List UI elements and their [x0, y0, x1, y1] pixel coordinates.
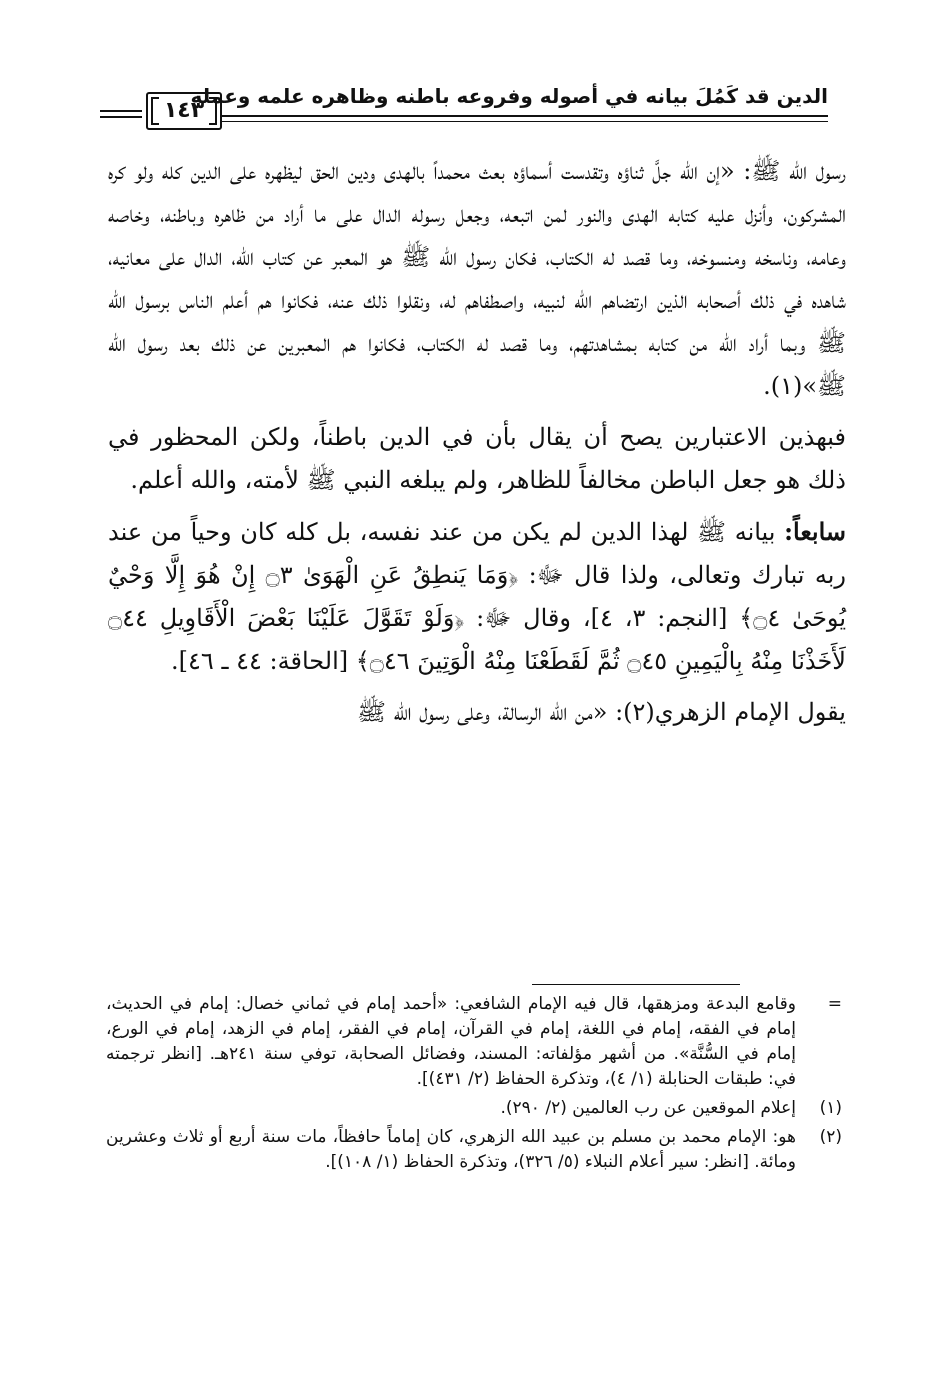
footnote-mark: = [827, 994, 842, 1014]
footnotes [106, 992, 844, 1179]
paragraph: رسول الله ﷺ: «إن الله جلَّ ثناؤه وتقدست أسماؤه بعث محمداً بالهدى ودين الحق ليظهره على الدين كله ولو كره المشركون، وأنزل عليه كتابه الهدى والنور لمن اتبعه، وجعل رسوله الدال على ما أراد من ظاهره وباطنه، وخاصه وعامه، وناسخه ومنسوخه، وما قصد له الكتاب، فكان رسول الله ﷺ هو المعبر عن كتاب الله، الدال على معانيه، شاهده في ذلك أصحابه الذين ارتضاهم الله لنبيه، واصطفاهم له، ونقلوا ذلك عنه، فكانوا هم أعلم الناس برسول الله ﷺ وبما أراد الله من كتابه بمشاهدتهم، وما قصد له الكتاب، فكانوا هم المعبرين عن ذلك بعد رسول الله ﷺ»(١). [108, 157, 846, 400]
footnote-mark: (٢) [819, 1127, 842, 1147]
footnote [106, 992, 844, 1092]
footnote-mark: (١) [819, 1098, 842, 1118]
page-header [100, 70, 828, 130]
footnote-text: إعلام الموقعين عن رب العالمين (٢/ ٢٩٠). [500, 1098, 796, 1118]
paragraph: يقول الإمام الزهري(٢): «من الله الرسالة، وعلى رسول الله ﷺ [357, 698, 846, 726]
footnote-separator [532, 984, 740, 985]
section-lead: سابعاً: [784, 517, 846, 546]
footnote-text: وقامع البدعة ومزهقها، قال فيه الإمام الشافعي: «أحمد إمام في ثماني خصال: إمام في الحديث، إمام في الفقه، إمام في اللغة، إمام في القرآن، إمام في الفقر، إمام في الزهد، إمام في الورع، إمام في السُّنَّة». من أشهر مؤلفاته: المسند، وفضائل الصحابة، توفي سنة ٢٤١هـ. [انظر ترجمته في: طبقات الحنابلة (١/ ٤)، وتذكرة الحفاظ (٢/ ٤٣١)]. [106, 994, 796, 1089]
footnote [106, 1096, 844, 1121]
paragraph-text: بيانه ﷺ لهذا الدين لم يكن من عند نفسه، بل كله كان وحياً من عند ربه تبارك وتعالى، ولذا قال ﷻ: ﴿وَمَا يَنطِقُ عَنِ الْهَوَىٰ ۝٣ إِنْ هُوَ إِلَّا وَحْيٌ يُوحَىٰ ۝٤﴾ [النجم: ٣، ٤]، وقال ﷻ: ﴿وَلَوْ تَقَوَّلَ عَلَيْنَا بَعْضَ الْأَقَاوِيلِ ۝٤٤ لَأَخَذْنَا مِنْهُ بِالْيَمِينِ ۝٤٥ ثُمَّ لَقَطَعْنَا مِنْهُ الْوَتِينَ ۝٤٦﴾ [الحاقة: ٤٤ ـ ٤٦]. [108, 518, 846, 675]
paragraph [108, 510, 846, 683]
main-text [108, 150, 846, 734]
running-title: الدين قد كَمُلَ بيانه في أصوله وفروعه باطنه وظاهره علمه وعمله [190, 84, 828, 108]
footnote-text: هو: الإمام محمد بن مسلم بن عبيد الله الزهري، كان إماماً حافظاً، مات سنة أربع أو ثلاث وعشرين ومائة. [انظر: سير أعلام النبلاء (٥/ ٣٢٦)، وتذكرة الحفاظ (١/ ١٠٨)]. [106, 1127, 796, 1172]
paragraph: فبهذين الاعتبارين يصح أن يقال بأن في الدين باطناً، ولكن المحظور في ذلك هو جعل الباطن مخالفاً للظاهر، ولم يبلغه النبي ﷺ لأمته، والله أعلم. [108, 423, 846, 494]
page-number: ١٤٣ [146, 92, 222, 130]
footnote [106, 1125, 844, 1175]
header-rule [100, 110, 142, 112]
header-rule [222, 115, 828, 117]
header-rule [222, 121, 828, 122]
header-rule [100, 116, 142, 118]
